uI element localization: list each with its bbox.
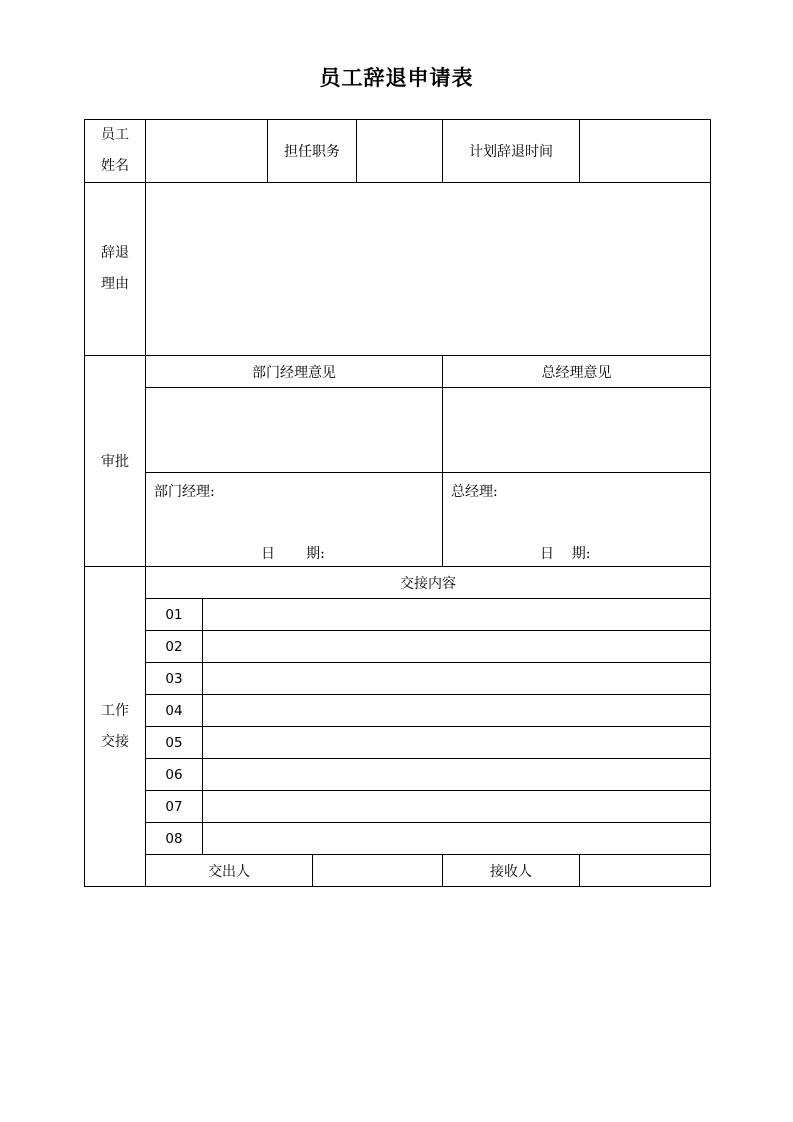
handover-row-field[interactable] (203, 695, 711, 727)
gm-date-label: 日 期: (540, 546, 591, 562)
handover-row-field[interactable] (203, 631, 711, 663)
handover-row-number: 04 (146, 695, 203, 727)
handover-label: 工作 交接 (85, 567, 146, 887)
general-manager-sign-label: 总经理: (451, 484, 498, 500)
planned-time-label: 计划辞退时间 (443, 120, 580, 183)
handover-row-number: 07 (146, 791, 203, 823)
dept-manager-signature-cell[interactable] (146, 473, 443, 567)
handover-content-header: 交接内容 (146, 567, 711, 599)
employee-name-field[interactable] (146, 120, 268, 183)
reason-field[interactable] (146, 183, 711, 356)
dept-date-label: 日 期: (261, 546, 325, 562)
general-manager-opinion-field[interactable] (443, 388, 711, 473)
handover-row-field[interactable] (203, 599, 711, 631)
handover-row-field[interactable] (203, 759, 711, 791)
receiver-label: 接收人 (443, 855, 580, 887)
dismissal-form-table (84, 119, 711, 887)
handover-row-number: 08 (146, 823, 203, 855)
dept-manager-opinion-header: 部门经理意见 (146, 356, 443, 388)
position-label: 担任职务 (268, 120, 357, 183)
reason-label: 辞退 理由 (85, 183, 146, 356)
handover-row-number: 05 (146, 727, 203, 759)
receiver-field[interactable] (580, 855, 711, 887)
general-manager-signature-cell[interactable] (443, 473, 711, 567)
handover-by-field[interactable] (313, 855, 443, 887)
handover-row-field[interactable] (203, 791, 711, 823)
dept-manager-opinion-field[interactable] (146, 388, 443, 473)
handover-row-number: 06 (146, 759, 203, 791)
handover-row-number: 03 (146, 663, 203, 695)
handover-row-number: 01 (146, 599, 203, 631)
handover-row-field[interactable] (203, 823, 711, 855)
handover-row-number: 02 (146, 631, 203, 663)
position-field[interactable] (357, 120, 443, 183)
form-title: 员工辞退申请表 (319, 65, 474, 90)
planned-time-field[interactable] (580, 120, 711, 183)
approval-label: 审批 (85, 356, 146, 567)
handover-by-label: 交出人 (146, 855, 313, 887)
general-manager-opinion-header: 总经理意见 (443, 356, 711, 388)
dept-manager-sign-label: 部门经理: (154, 484, 215, 500)
employee-name-label: 员工 姓名 (85, 120, 146, 183)
handover-row-field[interactable] (203, 727, 711, 759)
handover-row-field[interactable] (203, 663, 711, 695)
